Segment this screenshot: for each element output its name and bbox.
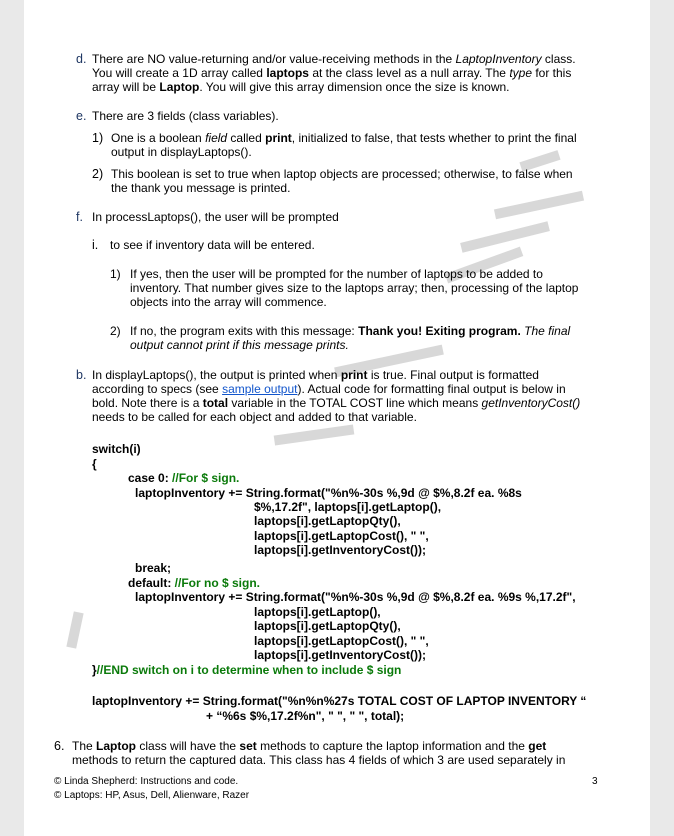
item-f-i-text: to see if inventory data will be entered. [110, 238, 315, 252]
document-page [24, 0, 650, 836]
item-f-i-label: i. [92, 238, 99, 252]
item-b-line-4: needs to be called for each object and added to that variable. [92, 410, 417, 424]
code-line: laptopInventory += String.format("%n%n%27s TOTAL COST OF LAPTOP INVENTORY “ [92, 694, 587, 708]
item-f-sub2-label: 2) [110, 324, 121, 338]
code-line: laptops[i].getLaptopCost(), " ", [254, 634, 429, 648]
watermark-mark [460, 221, 550, 252]
code-line: laptops[i].getLaptopCost(), " ", [254, 529, 429, 543]
item-f-intro: In processLaptops(), the user will be prompted [92, 210, 339, 224]
item-6-label: 6. [54, 739, 65, 753]
footer-copyright-2: © Laptops: HP, Asus, Dell, Alienware, Razer [54, 790, 250, 801]
code-line: laptopInventory += String.format("%n%-30s %,9d @ $%,8.2f ea. %9s %,17.2f", [135, 590, 576, 604]
item-b-line-1: In displayLaptops(), the output is printed when print is true. Final output is formatted [92, 368, 539, 382]
code-line: }//END switch on i to determine when to include $ sign [92, 663, 402, 677]
code-line: break; [135, 561, 172, 575]
code-line: + “%6s $%,17.2f%n", " ", " ", total); [206, 709, 405, 723]
code-line: default: //For no $ sign. [128, 576, 261, 590]
sample-output-link[interactable]: sample output [222, 382, 298, 396]
page-number: 3 [592, 776, 598, 787]
item-e-sub1-line-1: One is a boolean field called print, initialized to false, that tests whether to print the final [111, 131, 577, 145]
watermark-mark [274, 424, 355, 445]
watermark-mark [66, 611, 83, 648]
item-e-sub1-line-2: output in displayLaptops(). [111, 145, 252, 159]
code-line: laptopInventory += String.format("%n%-30s %,9d @ $%,8.2f ea. %8s [135, 486, 522, 500]
item-e-sub2-line-2: the thank you message is printed. [111, 181, 291, 195]
code-line: case 0: //For $ sign. [128, 471, 240, 485]
item-label-b: b. [76, 368, 87, 382]
item-f-sub1-line-1: If yes, then the user will be prompted for the number of laptops to be added to [130, 267, 543, 281]
code-line: { [92, 457, 97, 471]
code-line: laptops[i].getInventoryCost()); [254, 648, 426, 662]
item-b-line-2: according to specs (see sample output). Actual code for formatting final output is below in [92, 382, 566, 396]
code-line: laptops[i].getLaptopQty(), [254, 619, 401, 633]
item-e-sub2-label: 2) [92, 167, 104, 181]
item-b-line-3: bold. Note there is a total variable in the TOTAL COST line which means getInventoryCost() [92, 396, 581, 410]
item-f-sub1-line-3: objects into the array will commence. [130, 295, 327, 309]
code-line: switch(i) [92, 442, 141, 456]
item-label-d: d. [76, 52, 87, 66]
item-f-sub2-line-1: If no, the program exits with this message: Thank you! Exiting program. The final [130, 324, 571, 338]
item-6-line-1: The Laptop class will have the set methods to capture the laptop information and the get [72, 739, 547, 753]
code-line: laptops[i].getLaptop(), [254, 605, 381, 619]
item-label-e: e. [76, 109, 87, 123]
item-label-f: f. [76, 210, 83, 224]
item-e-sub2-line-1: This boolean is set to true when laptop objects are processed; otherwise, to false when [111, 167, 573, 181]
item-d-line-2: You will create a 1D array called laptops at the class level as a null array. The type for this [92, 66, 572, 80]
code-line: laptops[i].getLaptopQty(), [254, 514, 401, 528]
footer-copyright-1: © Linda Shepherd: Instructions and code. [54, 776, 239, 787]
item-e-sub1-label: 1) [92, 131, 104, 145]
item-f-sub2-line-2: output cannot print if this message prints. [130, 338, 349, 352]
item-d-line-3: array will be Laptop. You will give this array dimension once the size is known. [92, 80, 510, 94]
code-line: $%,17.2f", laptops[i].getLaptop(), [254, 500, 442, 514]
item-f-sub1-label: 1) [110, 267, 121, 281]
item-d-line-1: There are NO value-returning and/or value-receiving methods in the LaptopInventory class. [92, 52, 576, 66]
code-line: laptops[i].getInventoryCost()); [254, 543, 426, 557]
item-6-line-2: methods to return the captured data. This class has 4 fields of which 3 are used separately in [72, 753, 566, 767]
item-f-sub1-line-2: inventory. That number gives size to the laptops array; then, processing of the laptop [130, 281, 579, 295]
item-e-intro: There are 3 fields (class variables). [92, 109, 279, 123]
watermark-mark [494, 191, 584, 219]
